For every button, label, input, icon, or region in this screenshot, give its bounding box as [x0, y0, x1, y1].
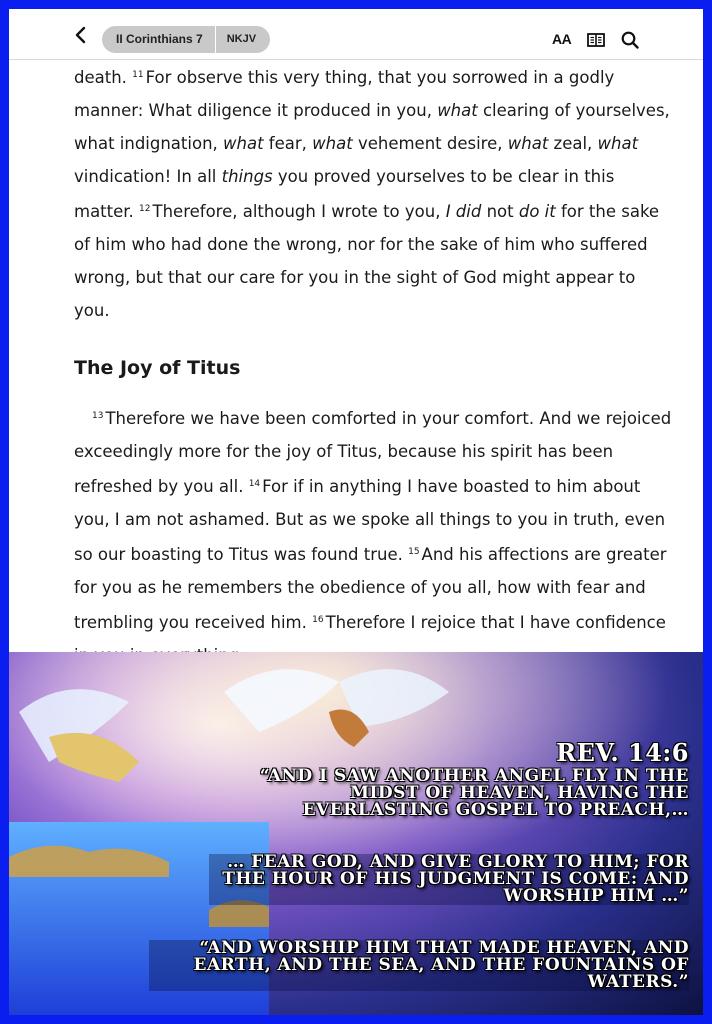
verse-text: And his affections are greater for you as he remembers the obedience of you all, how with fear and trembling you received him. — [74, 545, 667, 632]
verse-number[interactable]: 11 — [132, 70, 144, 80]
bible-reader-screen — [9, 9, 703, 1015]
quote-block-1: “AND I SAW ANOTHER ANGEL FLY IN THE MIDST OF HEAVEN, HAVING THE EVERLASTING GOSPEL TO PREACH,… — [259, 766, 689, 820]
angel-verse-image — [9, 652, 703, 1015]
verse-text: Therefore we have been comforted in your comfort. And we rejoiced exceedingly more for the joy of Titus, because his spirit has been refreshed by you all. — [74, 409, 672, 496]
top-bar — [9, 9, 703, 60]
verse-number[interactable]: 13 — [92, 411, 104, 421]
chevron-left-icon[interactable] — [71, 25, 91, 45]
verse-text: clearing of yourselves, what indignation, — [74, 101, 670, 153]
verse-text: zeal, — [548, 134, 598, 153]
verse-text: Therefore I rejoice that I have confidence — [325, 613, 666, 632]
italic-word: what — [437, 101, 478, 120]
quote-block-3: “AND WORSHIP HIM THAT MADE HEAVEN, AND EARTH, AND THE SEA, AND THE FOUNTAINS OF WATERS.” — [149, 940, 689, 991]
italic-word: what — [312, 134, 353, 153]
paragraph-1 — [74, 59, 674, 327]
section-heading: The Joy of Titus — [74, 357, 241, 379]
italic-word: I did — [445, 202, 482, 221]
verse-number[interactable]: 14 — [248, 479, 261, 489]
version-button[interactable]: NKJV — [226, 33, 257, 45]
verse-reference: REV. 14:6 — [556, 738, 689, 767]
verse-text: vehement desire, — [352, 134, 508, 153]
verse-number[interactable]: 15 — [408, 547, 420, 557]
verse-text: For if in anything I have boasted to him about you, I am not ashamed. But as we spoke all things to you in truth, even so our boasting to Titus was found true. — [74, 477, 666, 564]
font-size-button[interactable]: AA — [552, 31, 572, 47]
book-chapter-button[interactable]: II Corinthians 7 — [116, 32, 203, 46]
italic-word: things — [221, 167, 273, 186]
book-icon[interactable] — [586, 30, 606, 50]
book-version-selector — [102, 26, 270, 53]
italic-word: what — [223, 134, 264, 153]
paragraph-2 — [74, 400, 674, 672]
verse-text: for the sake of him who had done the wrong, nor for the sake of him who suffered wrong, but that our care for you in the sight of God might appear to you. — [74, 202, 660, 320]
verse-text: vindication! In all — [74, 167, 222, 186]
verse-text: For observe this very thing, that you sorrowed in a godly manner: What diligence it produced in you, — [74, 68, 615, 120]
verse-text: Therefore, although I wrote to you, — [152, 202, 446, 221]
quote-block-2: … FEAR GOD, AND GIVE GLORY TO HIM; FOR THE HOUR OF HIS JUDGMENT IS COME: AND WORSHIP HIM …” — [209, 854, 689, 905]
verse-text: not — [481, 202, 519, 221]
verse-text: death. — [74, 68, 133, 87]
verse-number[interactable]: 12 — [139, 204, 151, 214]
italic-word: what — [597, 134, 639, 153]
verse-text: fear, — [263, 134, 313, 153]
verse-number[interactable]: 16 — [312, 615, 324, 625]
italic-word: do it — [518, 202, 556, 221]
italic-word: what — [507, 134, 549, 153]
scripture-text — [74, 59, 674, 672]
search-icon[interactable] — [620, 30, 640, 50]
verse-text: you proved yourselves to be clear in this matter. — [74, 167, 615, 221]
